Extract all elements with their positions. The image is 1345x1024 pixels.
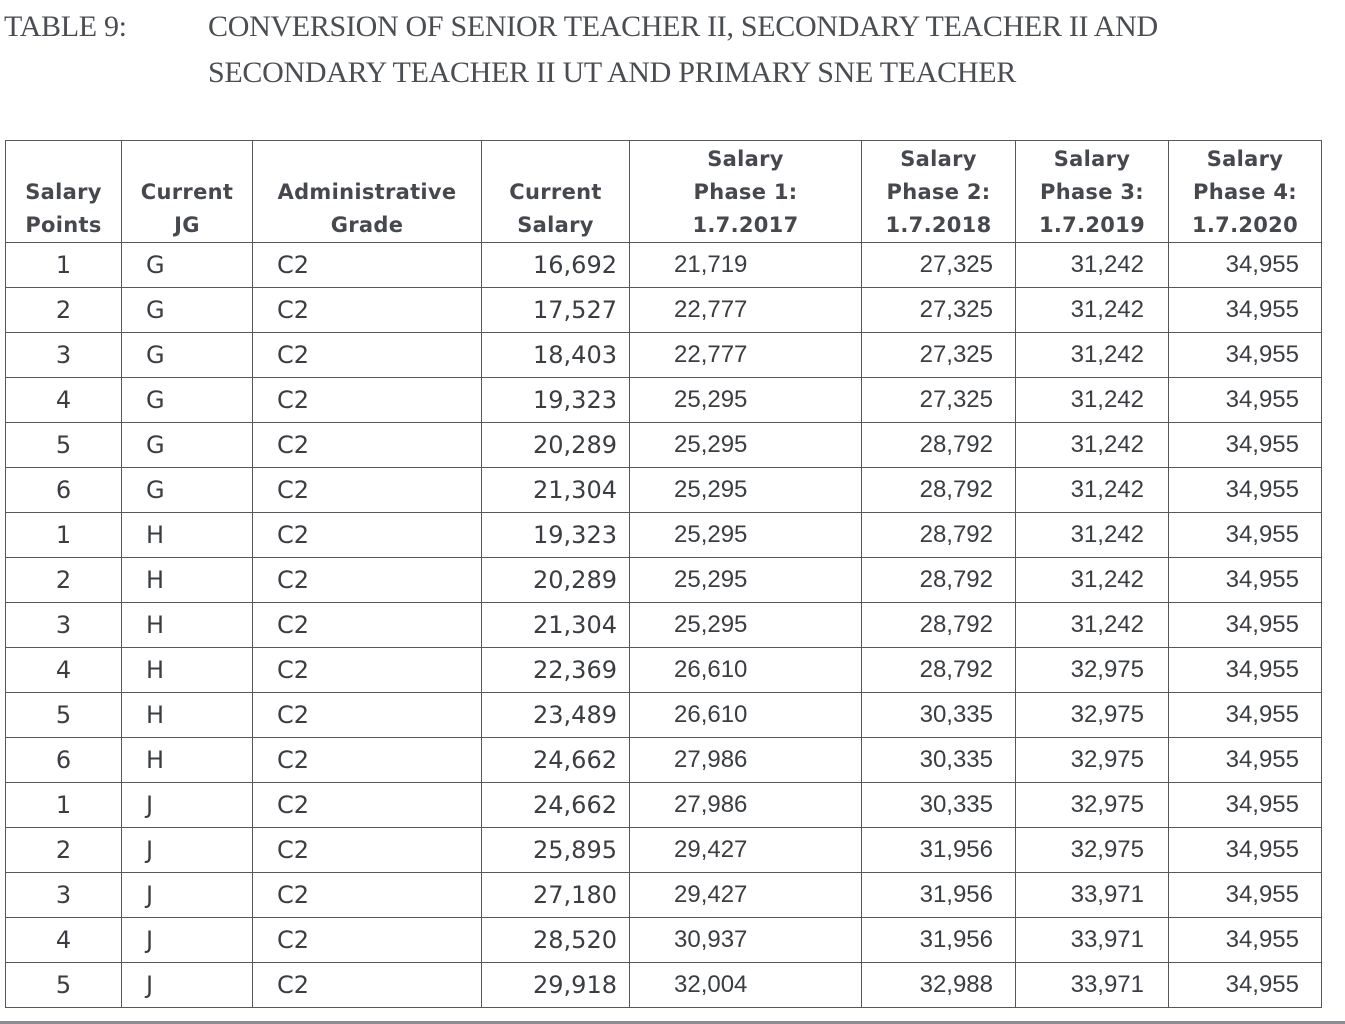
current-salary-cell: 25,895	[482, 828, 630, 873]
salary-phase-2-cell: 31,956	[862, 828, 1016, 873]
salary-points-cell: 3	[6, 333, 122, 378]
salary-phase-1-cell: 22,777	[630, 288, 862, 333]
salary-phase-4-cell: 34,955	[1169, 378, 1322, 423]
salary-phase-2-cell: 30,335	[862, 738, 1016, 783]
current-salary-cell: 16,692	[482, 243, 630, 288]
header-salary-phase-1: Salary Phase 1: 1.7.2017	[630, 141, 862, 243]
salary-points-cell: 3	[6, 603, 122, 648]
current-salary-cell: 17,527	[482, 288, 630, 333]
current-jg-cell: H	[122, 603, 253, 648]
salary-phase-4-cell: 34,955	[1169, 648, 1322, 693]
salary-phase-4-cell: 34,955	[1169, 423, 1322, 468]
salary-phase-4-cell: 34,955	[1169, 513, 1322, 558]
administrative-grade-cell: C2	[253, 558, 482, 603]
administrative-grade-cell: C2	[253, 243, 482, 288]
table-row	[6, 333, 1322, 378]
current-jg-cell: H	[122, 738, 253, 783]
salary-phase-1-cell: 29,427	[630, 828, 862, 873]
administrative-grade-cell: C2	[253, 468, 482, 513]
administrative-grade-cell: C2	[253, 423, 482, 468]
current-salary-cell: 24,662	[482, 738, 630, 783]
table-row	[6, 918, 1322, 963]
current-salary-cell: 20,289	[482, 423, 630, 468]
salary-phase-1-cell: 27,986	[630, 783, 862, 828]
salary-points-cell: 1	[6, 513, 122, 558]
salary-phase-3-cell: 33,971	[1016, 918, 1169, 963]
salary-phase-2-cell: 27,325	[862, 333, 1016, 378]
salary-phase-2-cell: 30,335	[862, 783, 1016, 828]
table-number-label: TABLE 9:	[4, 10, 127, 43]
salary-phase-1-cell: 25,295	[630, 558, 862, 603]
administrative-grade-cell: C2	[253, 828, 482, 873]
table-row	[6, 423, 1322, 468]
salary-points-cell: 6	[6, 468, 122, 513]
current-salary-cell: 22,369	[482, 648, 630, 693]
current-jg-cell: J	[122, 918, 253, 963]
current-jg-cell: H	[122, 693, 253, 738]
current-jg-cell: G	[122, 243, 253, 288]
administrative-grade-cell: C2	[253, 378, 482, 423]
salary-phase-4-cell: 34,955	[1169, 243, 1322, 288]
current-jg-cell: H	[122, 558, 253, 603]
administrative-grade-cell: C2	[253, 693, 482, 738]
salary-phase-1-cell: 27,986	[630, 738, 862, 783]
header-current-salary: Current Salary	[482, 141, 630, 243]
salary-phase-3-cell: 31,242	[1016, 288, 1169, 333]
salary-phase-2-cell: 28,792	[862, 468, 1016, 513]
administrative-grade-cell: C2	[253, 333, 482, 378]
salary-points-cell: 2	[6, 558, 122, 603]
salary-phase-2-cell: 27,325	[862, 288, 1016, 333]
salary-conversion-table	[5, 140, 1322, 1008]
salary-phase-4-cell: 34,955	[1169, 603, 1322, 648]
salary-phase-3-cell: 31,242	[1016, 378, 1169, 423]
current-salary-cell: 20,289	[482, 558, 630, 603]
table-row	[6, 873, 1322, 918]
salary-phase-2-cell: 28,792	[862, 603, 1016, 648]
table-row	[6, 648, 1322, 693]
table-row	[6, 468, 1322, 513]
header-salary-phase-2: Salary Phase 2: 1.7.2018	[862, 141, 1016, 243]
salary-phase-3-cell: 31,242	[1016, 603, 1169, 648]
table-title: CONVERSION OF SENIOR TEACHER II, SECONDARY TEACHER II AND SECONDARY TEACHER II UT AND PRIMARY SNE TEACHER	[208, 10, 1158, 89]
salary-phase-4-cell: 34,955	[1169, 738, 1322, 783]
salary-phase-2-cell: 28,792	[862, 423, 1016, 468]
current-salary-cell: 21,304	[482, 603, 630, 648]
salary-phase-2-cell: 31,956	[862, 918, 1016, 963]
salary-phase-1-cell: 22,777	[630, 333, 862, 378]
administrative-grade-cell: C2	[253, 738, 482, 783]
salary-phase-2-cell: 31,956	[862, 873, 1016, 918]
table-row	[6, 828, 1322, 873]
current-jg-cell: G	[122, 468, 253, 513]
table-row	[6, 558, 1322, 603]
current-jg-cell: J	[122, 828, 253, 873]
current-jg-cell: H	[122, 648, 253, 693]
salary-points-cell: 4	[6, 378, 122, 423]
salary-phase-2-cell: 28,792	[862, 558, 1016, 603]
salary-phase-3-cell: 31,242	[1016, 513, 1169, 558]
salary-phase-2-cell: 28,792	[862, 513, 1016, 558]
administrative-grade-cell: C2	[253, 963, 482, 1008]
salary-points-cell: 5	[6, 423, 122, 468]
salary-points-cell: 5	[6, 963, 122, 1008]
current-salary-cell: 18,403	[482, 333, 630, 378]
current-salary-cell: 21,304	[482, 468, 630, 513]
salary-phase-4-cell: 34,955	[1169, 333, 1322, 378]
current-salary-cell: 23,489	[482, 693, 630, 738]
administrative-grade-cell: C2	[253, 873, 482, 918]
salary-phase-4-cell: 34,955	[1169, 693, 1322, 738]
salary-phase-4-cell: 34,955	[1169, 918, 1322, 963]
salary-phase-1-cell: 25,295	[630, 513, 862, 558]
salary-points-cell: 6	[6, 738, 122, 783]
table-row	[6, 783, 1322, 828]
current-salary-cell: 19,323	[482, 378, 630, 423]
salary-points-cell: 4	[6, 648, 122, 693]
header-current-jg: Current JG	[122, 141, 253, 243]
salary-phase-1-cell: 30,937	[630, 918, 862, 963]
salary-phase-2-cell: 27,325	[862, 378, 1016, 423]
salary-phase-1-cell: 26,610	[630, 648, 862, 693]
salary-phase-3-cell: 31,242	[1016, 423, 1169, 468]
salary-phase-4-cell: 34,955	[1169, 963, 1322, 1008]
salary-phase-3-cell: 31,242	[1016, 243, 1169, 288]
current-jg-cell: G	[122, 378, 253, 423]
salary-points-cell: 4	[6, 918, 122, 963]
salary-points-cell: 5	[6, 693, 122, 738]
salary-points-cell: 1	[6, 243, 122, 288]
salary-phase-2-cell: 30,335	[862, 693, 1016, 738]
salary-points-cell: 1	[6, 783, 122, 828]
salary-phase-1-cell: 32,004	[630, 963, 862, 1008]
current-jg-cell: J	[122, 963, 253, 1008]
current-jg-cell: J	[122, 873, 253, 918]
salary-phase-4-cell: 34,955	[1169, 873, 1322, 918]
header-salary-points: Salary Points	[6, 141, 122, 243]
current-salary-cell: 28,520	[482, 918, 630, 963]
table-row	[6, 243, 1322, 288]
salary-phase-2-cell: 32,988	[862, 963, 1016, 1008]
header-administrative-grade: Administrative Grade	[253, 141, 482, 243]
current-jg-cell: G	[122, 423, 253, 468]
header-salary-phase-3: Salary Phase 3: 1.7.2019	[1016, 141, 1169, 243]
current-jg-cell: H	[122, 513, 253, 558]
salary-phase-4-cell: 34,955	[1169, 783, 1322, 828]
salary-phase-1-cell: 29,427	[630, 873, 862, 918]
salary-phase-3-cell: 31,242	[1016, 333, 1169, 378]
salary-phase-1-cell: 25,295	[630, 603, 862, 648]
current-salary-cell: 29,918	[482, 963, 630, 1008]
salary-phase-3-cell: 32,975	[1016, 648, 1169, 693]
table-row	[6, 288, 1322, 333]
current-jg-cell: G	[122, 288, 253, 333]
table-row	[6, 963, 1322, 1008]
administrative-grade-cell: C2	[253, 603, 482, 648]
header-salary-phase-4: Salary Phase 4: 1.7.2020	[1169, 141, 1322, 243]
table-row	[6, 693, 1322, 738]
salary-phase-3-cell: 31,242	[1016, 468, 1169, 513]
administrative-grade-cell: C2	[253, 783, 482, 828]
salary-phase-3-cell: 32,975	[1016, 693, 1169, 738]
salary-phase-4-cell: 34,955	[1169, 558, 1322, 603]
salary-phase-4-cell: 34,955	[1169, 288, 1322, 333]
salary-phase-3-cell: 32,975	[1016, 828, 1169, 873]
current-salary-cell: 19,323	[482, 513, 630, 558]
current-jg-cell: G	[122, 333, 253, 378]
salary-phase-1-cell: 25,295	[630, 378, 862, 423]
current-salary-cell: 27,180	[482, 873, 630, 918]
administrative-grade-cell: C2	[253, 288, 482, 333]
salary-phase-3-cell: 33,971	[1016, 963, 1169, 1008]
current-salary-cell: 24,662	[482, 783, 630, 828]
salary-points-cell: 2	[6, 828, 122, 873]
table-row	[6, 513, 1322, 558]
salary-phase-3-cell: 32,975	[1016, 738, 1169, 783]
header-row	[6, 141, 1322, 243]
salary-phase-4-cell: 34,955	[1169, 828, 1322, 873]
salary-phase-3-cell: 32,975	[1016, 783, 1169, 828]
current-jg-cell: J	[122, 783, 253, 828]
salary-points-cell: 2	[6, 288, 122, 333]
salary-phase-1-cell: 21,719	[630, 243, 862, 288]
administrative-grade-cell: C2	[253, 513, 482, 558]
table-row	[6, 603, 1322, 648]
table-row	[6, 738, 1322, 783]
salary-phase-3-cell: 33,971	[1016, 873, 1169, 918]
administrative-grade-cell: C2	[253, 918, 482, 963]
salary-phase-2-cell: 27,325	[862, 243, 1016, 288]
salary-phase-1-cell: 25,295	[630, 423, 862, 468]
salary-phase-4-cell: 34,955	[1169, 468, 1322, 513]
administrative-grade-cell: C2	[253, 648, 482, 693]
salary-phase-2-cell: 28,792	[862, 648, 1016, 693]
salary-phase-1-cell: 25,295	[630, 468, 862, 513]
salary-phase-1-cell: 26,610	[630, 693, 862, 738]
salary-points-cell: 3	[6, 873, 122, 918]
table-body	[6, 243, 1322, 1008]
salary-phase-3-cell: 31,242	[1016, 558, 1169, 603]
table-row	[6, 378, 1322, 423]
